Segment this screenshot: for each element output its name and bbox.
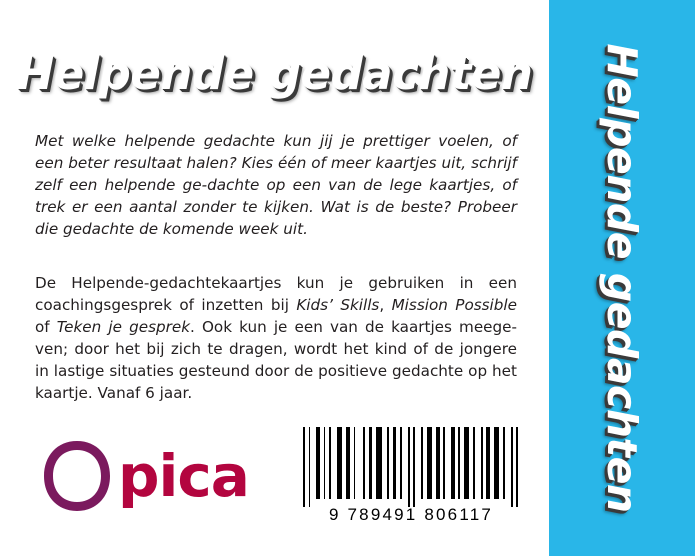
description-italic-kids-skills: Kids’ Skills bbox=[296, 296, 380, 314]
cover-spine-panel bbox=[549, 0, 695, 556]
barcode-digits: 9 789491 806117 bbox=[328, 505, 494, 524]
description-part-2: , bbox=[379, 296, 392, 314]
description-italic-mission-possible: Mission Possible bbox=[391, 296, 517, 314]
publisher-logo bbox=[40, 437, 250, 517]
description-part-1: De Helpende-gedachtekaartjes kun je gebruiken in een coachingsgesprek of inzetten bij bbox=[35, 274, 517, 314]
pica-sail-logo-icon bbox=[40, 437, 114, 515]
intro-paragraph: Met welke helpende gedachte kun jij je prettiger voelen, of een beter resultaat halen? Kies één of meer kaartjes uit, schrijf zelf een helpende ge-dachte op een van de lege kaartjes, of trek er een aantal zonder te kijken. Wat is de beste? Probeer die gedachte de komende week uit. bbox=[35, 132, 517, 238]
description-paragraph bbox=[35, 272, 517, 404]
description-part-4: . Ook kun je een van de kaartjes meege-ven; door het bij zich te dragen, wordt het kind of de jongere in lastige situaties gesteund door de positieve gedachte op het kaartje. Vanaf 6 jaar. bbox=[35, 318, 517, 402]
barcode-bars bbox=[303, 427, 519, 507]
publisher-name: pica bbox=[118, 442, 249, 510]
description-italic-teken-je-gesprek: Teken je gesprek bbox=[56, 318, 191, 336]
description-part-3: of bbox=[35, 318, 57, 336]
barcode bbox=[303, 427, 519, 522]
page-title: Helpende gedachten bbox=[16, 47, 533, 100]
spine-title: Helpende gedachten bbox=[598, 43, 646, 513]
